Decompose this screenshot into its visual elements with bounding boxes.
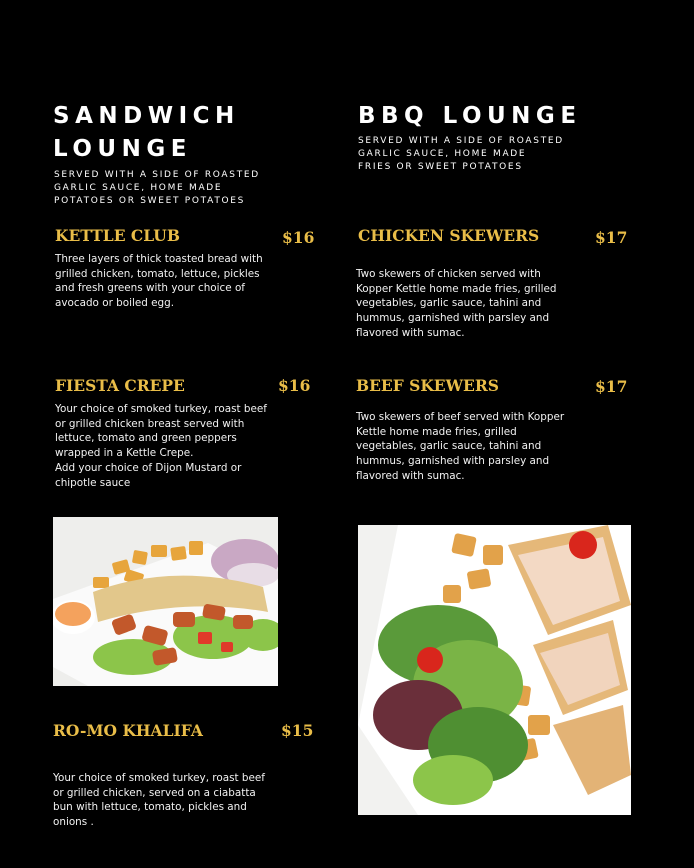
item-name: BEEF SKEWERS xyxy=(356,376,499,395)
fiesta-crepe-photo xyxy=(53,517,278,686)
item-name: CHICKEN SKEWERS xyxy=(358,226,540,245)
item-name: FIESTA CREPE xyxy=(55,376,185,395)
bbq-lounge-title: BBQ LOUNGE xyxy=(358,103,582,129)
item-description: Your choice of smoked turkey, roast beef or grilled chicken, served on a ciabatta bun with lettuce, tomato, pickles and onions . xyxy=(53,772,265,829)
item-name: KETTLE CLUB xyxy=(55,226,180,245)
bbq-lounge-subtitle: SERVED WITH A SIDE OF ROASTED GARLIC SAUCE, HOME MADE FRIES OR SWEET POTATOES xyxy=(358,136,564,172)
sandwich-lounge-subtitle: SERVED WITH A SIDE OF ROASTED GARLIC SAUCE, HOME MADE POTATOES OR SWEET POTATOES xyxy=(54,170,260,206)
item-price: $16 xyxy=(278,376,311,395)
item-name: RO-MO KHALIFA xyxy=(53,721,203,740)
item-description: Three layers of thick toasted bread with grilled chicken, tomato, lettuce, pickles and fresh greens with your choice of avocado or boiled egg. xyxy=(55,253,263,310)
item-description: Two skewers of chicken served with Kopper Kettle home made fries, grilled vegetables, garlic sauce, tahini and hummus, garnished with parsley and flavored with sumac. xyxy=(356,268,557,339)
item-description: Your choice of smoked turkey, roast beef or grilled chicken breast served with lettuce, tomato and green peppers wrapped in a Kettle Crepe. Add your choice of Dijon Mustard or chipotle sauce xyxy=(55,403,267,489)
item-price: $17 xyxy=(595,377,628,396)
item-price: $17 xyxy=(595,228,628,247)
item-description: Two skewers of beef served with Kopper Kettle home made fries, grilled vegetables, garlic sauce, tahini and hummus, garnished with parsley and flavored with sumac. xyxy=(356,411,565,482)
sandwich-lounge-title: SANDWICH LOUNGE xyxy=(53,103,240,162)
item-price: $16 xyxy=(282,228,315,247)
item-price: $15 xyxy=(281,721,314,740)
kettle-club-photo xyxy=(358,525,631,815)
